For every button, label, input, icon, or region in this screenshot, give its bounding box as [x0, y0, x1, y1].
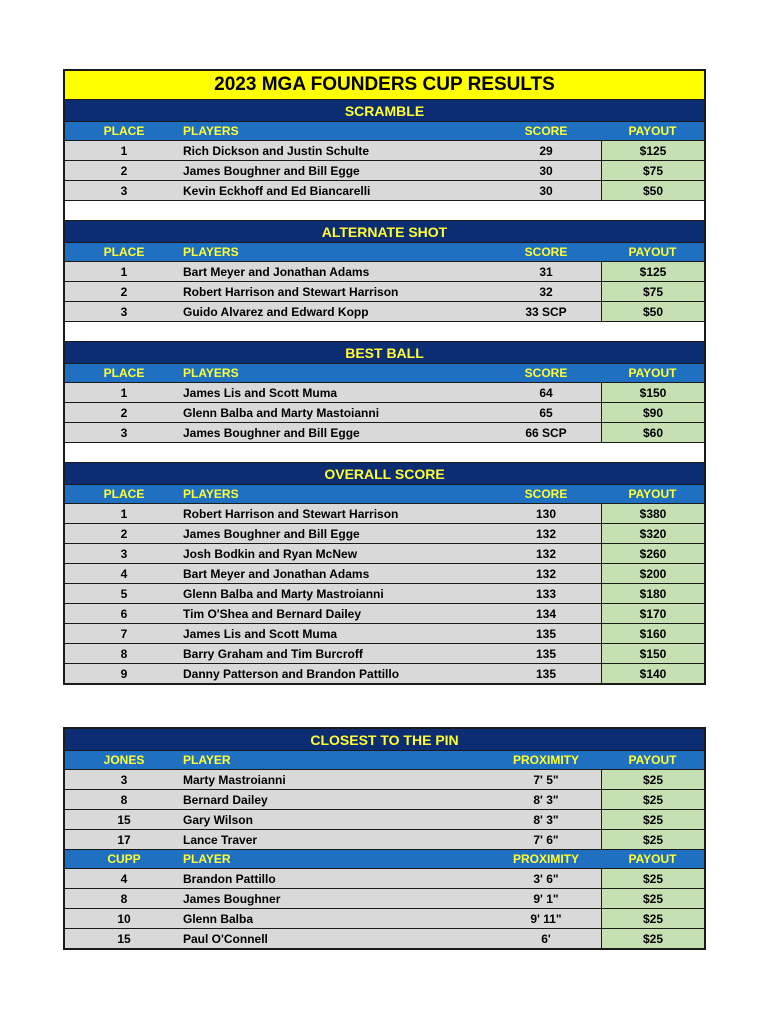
- player-cell: Gary Wilson: [183, 812, 253, 827]
- player-header: PLAYER: [183, 753, 231, 767]
- payout-cell: $125: [601, 262, 704, 281]
- proximity-cell: 8' 3": [533, 812, 559, 827]
- payout-cell: $160: [601, 624, 704, 643]
- proximity-cell: 3' 6": [533, 871, 559, 886]
- table-row: [65, 830, 704, 850]
- proximity-cell: 6': [541, 931, 551, 946]
- score-cell: 30: [539, 163, 553, 178]
- place-cell: 1: [120, 143, 128, 158]
- proximity-cell: 7' 5": [533, 772, 559, 787]
- payout-header: PAYOUT: [628, 487, 677, 501]
- proximity-cell: 7' 6": [533, 832, 559, 847]
- player-cell: Lance Traver: [183, 832, 258, 847]
- players-cell: Robert Harrison and Stewart Harrison: [183, 506, 399, 521]
- score-cell: 64: [539, 385, 553, 400]
- results-sections: [65, 100, 704, 683]
- hole-cell: 4: [120, 871, 128, 886]
- hole-cell: 3: [120, 772, 128, 787]
- players-cell: James Lis and Scott Muma: [183, 626, 338, 641]
- place-cell: 3: [120, 546, 128, 561]
- hole-header: CUPP: [107, 852, 141, 866]
- payout-cell: $25: [601, 810, 704, 829]
- table-row: [65, 181, 704, 201]
- player-cell: Bernard Dailey: [183, 792, 268, 807]
- place-header: PLACE: [103, 124, 145, 138]
- section-title: OVERALL SCORE: [65, 463, 704, 485]
- table-row: [65, 524, 704, 544]
- place-header: PLACE: [103, 245, 145, 259]
- section-spacer: [65, 322, 704, 342]
- players-cell: Barry Graham and Tim Burcroff: [183, 646, 363, 661]
- players-cell: Bart Meyer and Jonathan Adams: [183, 264, 370, 279]
- players-cell: Robert Harrison and Stewart Harrison: [183, 284, 399, 299]
- payout-cell: $320: [601, 524, 704, 543]
- table-row: [65, 584, 704, 604]
- payout-cell: $200: [601, 564, 704, 583]
- payout-cell: $150: [601, 383, 704, 402]
- payout-cell: $75: [601, 282, 704, 301]
- place-cell: 7: [120, 626, 128, 641]
- player-cell: Marty Mastroianni: [183, 772, 286, 787]
- score-cell: 33 SCP: [525, 304, 567, 319]
- player-header: PLAYER: [183, 852, 231, 866]
- table-row: [65, 909, 704, 929]
- place-cell: 6: [120, 606, 128, 621]
- proximity-cell: 9' 11": [530, 911, 562, 926]
- players-header: PLAYERS: [183, 366, 239, 380]
- section-title: SCRAMBLE: [65, 100, 704, 122]
- score-cell: 31: [539, 264, 553, 279]
- table-row: [65, 282, 704, 302]
- hole-cell: 15: [117, 931, 131, 946]
- player-cell: James Boughner: [183, 891, 281, 906]
- place-cell: 5: [120, 586, 128, 601]
- players-cell: Danny Patterson and Brandon Pattillo: [183, 666, 400, 681]
- page-title: 2023 MGA FOUNDERS CUP RESULTS: [65, 71, 704, 100]
- place-cell: 2: [120, 284, 128, 299]
- hole-cell: 15: [117, 812, 131, 827]
- table-row: [65, 161, 704, 181]
- payout-header: PAYOUT: [628, 245, 677, 259]
- players-cell: James Boughner and Bill Egge: [183, 163, 360, 178]
- player-cell: Glenn Balba: [183, 911, 254, 926]
- players-cell: James Lis and Scott Muma: [183, 385, 338, 400]
- table-row: [65, 604, 704, 624]
- table-row: [65, 423, 704, 443]
- score-cell: 134: [535, 606, 557, 621]
- place-cell: 3: [120, 425, 128, 440]
- hole-cell: 17: [117, 832, 131, 847]
- place-cell: 2: [120, 163, 128, 178]
- payout-cell: $150: [601, 644, 704, 663]
- header-row: [65, 485, 704, 504]
- players-cell: Glenn Balba and Marty Mastoianni: [183, 405, 380, 420]
- payout-cell: $25: [601, 770, 704, 789]
- header-row: [65, 364, 704, 383]
- score-cell: 132: [535, 546, 557, 561]
- table-row: [65, 770, 704, 790]
- score-cell: 132: [535, 566, 557, 581]
- table-row: [65, 504, 704, 524]
- score-header: SCORE: [524, 245, 568, 259]
- proximity-header: PROXIMITY: [512, 753, 579, 767]
- payout-cell: $25: [601, 790, 704, 809]
- header-row: [65, 122, 704, 141]
- score-cell: 32: [539, 284, 553, 299]
- section-title: ALTERNATE SHOT: [65, 221, 704, 243]
- payout-cell: $25: [601, 929, 704, 948]
- payout-cell: $75: [601, 161, 704, 180]
- players-cell: Glenn Balba and Marty Mastroianni: [183, 586, 384, 601]
- section-spacer: [65, 443, 704, 463]
- table-row: [65, 929, 704, 948]
- header-row: [65, 243, 704, 262]
- players-cell: James Boughner and Bill Egge: [183, 425, 360, 440]
- table-row: [65, 544, 704, 564]
- place-cell: 2: [120, 405, 128, 420]
- score-cell: 133: [535, 586, 557, 601]
- section-title: BEST BALL: [65, 342, 704, 364]
- table-row: [65, 302, 704, 322]
- payout-cell: $25: [601, 830, 704, 849]
- payout-header: PAYOUT: [628, 124, 677, 138]
- table-row: [65, 383, 704, 403]
- payout-cell: $25: [601, 869, 704, 888]
- table-row: [65, 141, 704, 161]
- payout-cell: $260: [601, 544, 704, 563]
- place-cell: 3: [120, 183, 128, 198]
- payout-cell: $50: [601, 181, 704, 200]
- closest-to-pin-table: [63, 727, 706, 950]
- place-cell: 1: [120, 264, 128, 279]
- table-row: [65, 889, 704, 909]
- pin-groups: [65, 751, 704, 948]
- place-cell: 2: [120, 526, 128, 541]
- hole-cell: 10: [117, 911, 131, 926]
- players-cell: Tim O'Shea and Bernard Dailey: [183, 606, 362, 621]
- table-row: [65, 664, 704, 683]
- score-header: SCORE: [524, 366, 568, 380]
- place-cell: 8: [120, 646, 128, 661]
- payout-cell: $90: [601, 403, 704, 422]
- table-row: [65, 403, 704, 423]
- table-row: [65, 790, 704, 810]
- players-header: PLAYERS: [183, 487, 239, 501]
- place-cell: 9: [120, 666, 128, 681]
- hole-header: JONES: [103, 753, 145, 767]
- place-header: PLACE: [103, 366, 145, 380]
- player-cell: Paul O'Connell: [183, 931, 268, 946]
- payout-header: PAYOUT: [628, 366, 677, 380]
- score-cell: 135: [535, 646, 557, 661]
- players-cell: Josh Bodkin and Ryan McNew: [183, 546, 358, 561]
- players-cell: Kevin Eckhoff and Ed Biancarelli: [183, 183, 371, 198]
- hole-cell: 8: [120, 891, 128, 906]
- payout-header: PAYOUT: [628, 852, 677, 866]
- header-row: [65, 850, 704, 869]
- table-row: [65, 624, 704, 644]
- proximity-cell: 9' 1": [533, 891, 559, 906]
- payout-cell: $140: [601, 664, 704, 683]
- place-cell: 4: [120, 566, 128, 581]
- score-header: SCORE: [524, 124, 568, 138]
- players-header: PLAYERS: [183, 124, 239, 138]
- results-table: [63, 69, 706, 685]
- score-header: SCORE: [524, 487, 568, 501]
- players-header: PLAYERS: [183, 245, 239, 259]
- payout-cell: $25: [601, 889, 704, 908]
- section-spacer: [65, 201, 704, 221]
- header-row: [65, 751, 704, 770]
- table-row: [65, 262, 704, 282]
- players-cell: Rich Dickson and Justin Schulte: [183, 143, 370, 158]
- table-row: [65, 869, 704, 889]
- payout-cell: $25: [601, 909, 704, 928]
- payout-cell: $180: [601, 584, 704, 603]
- players-cell: Bart Meyer and Jonathan Adams: [183, 566, 370, 581]
- payout-cell: $50: [601, 302, 704, 321]
- score-cell: 135: [535, 626, 557, 641]
- payout-cell: $170: [601, 604, 704, 623]
- place-cell: 1: [120, 385, 128, 400]
- place-cell: 1: [120, 506, 128, 521]
- place-header: PLACE: [103, 487, 145, 501]
- score-cell: 65: [539, 405, 553, 420]
- players-cell: Guido Alvarez and Edward Kopp: [183, 304, 369, 319]
- score-cell: 132: [535, 526, 557, 541]
- score-cell: 30: [539, 183, 553, 198]
- table-row: [65, 644, 704, 664]
- score-cell: 130: [535, 506, 557, 521]
- players-cell: James Boughner and Bill Egge: [183, 526, 360, 541]
- proximity-cell: 8' 3": [533, 792, 559, 807]
- score-cell: 29: [539, 143, 553, 158]
- payout-cell: $125: [601, 141, 704, 160]
- proximity-header: PROXIMITY: [512, 852, 579, 866]
- score-cell: 66 SCP: [525, 425, 567, 440]
- payout-header: PAYOUT: [628, 753, 677, 767]
- score-cell: 135: [535, 666, 557, 681]
- payout-cell: $380: [601, 504, 704, 523]
- table-row: [65, 564, 704, 584]
- player-cell: Brandon Pattillo: [183, 871, 276, 886]
- table-row: [65, 810, 704, 830]
- place-cell: 3: [120, 304, 128, 319]
- pin-title: CLOSEST TO THE PIN: [65, 729, 704, 751]
- payout-cell: $60: [601, 423, 704, 442]
- hole-cell: 8: [120, 792, 128, 807]
